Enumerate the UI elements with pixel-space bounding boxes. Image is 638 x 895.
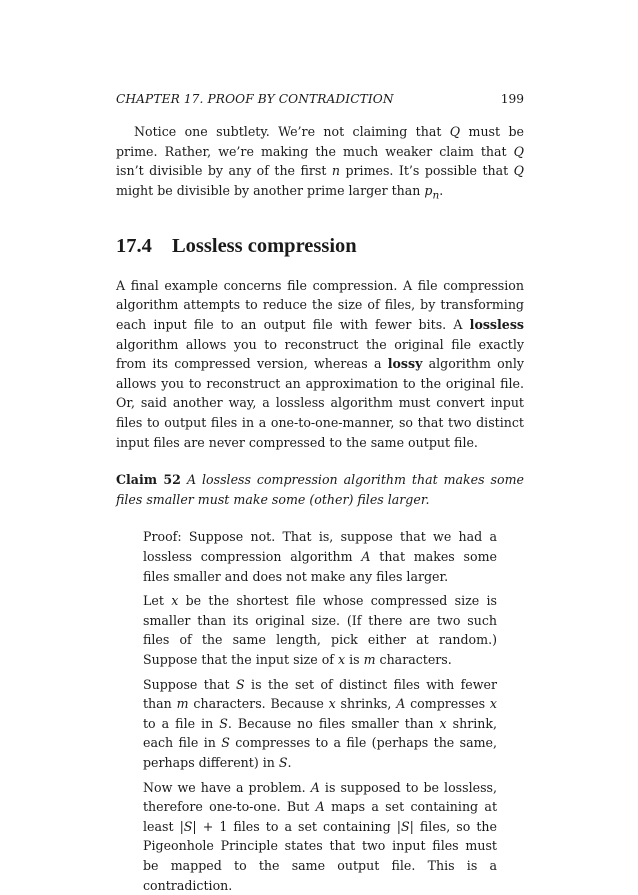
math-x: x	[439, 715, 447, 731]
book-page	[116, 92, 524, 895]
math-s: S	[235, 676, 245, 692]
math-q: Q	[513, 163, 524, 179]
text-span: Now we have a problem.	[143, 779, 311, 795]
math-s: S	[278, 754, 288, 770]
text-span: .	[439, 182, 444, 198]
text-span: . Because no files smaller than	[227, 715, 440, 731]
text-span: might be divisible by another prime larger than	[116, 182, 425, 198]
text-span: maps a set containing at least	[143, 799, 498, 834]
proof-paragraph-3	[143, 675, 497, 773]
text-span: Let	[143, 593, 172, 609]
math-a: A	[310, 779, 320, 795]
section-number: 17.4	[116, 234, 152, 257]
math-s: S	[219, 715, 228, 731]
proof-paragraph-2	[143, 591, 497, 669]
term-lossless: lossless	[469, 317, 524, 333]
chapter-title: CHAPTER 17. PROOF BY CONTRADICTION	[116, 92, 394, 106]
text-span: primes. It’s possible that	[340, 163, 514, 179]
page-number: 199	[500, 92, 524, 106]
math-a: A	[361, 549, 371, 565]
proof-paragraph-4	[143, 778, 497, 895]
math-x: x	[171, 593, 179, 609]
text-span: .	[287, 754, 292, 770]
text-span: Suppose that	[143, 676, 236, 692]
running-head	[116, 92, 524, 112]
term-lossy: lossy	[387, 356, 423, 372]
text-span: Notice one subtlety. We’re not claiming that	[134, 124, 450, 139]
math-q: Q	[449, 124, 461, 139]
math-x: x	[489, 696, 498, 712]
text-span: shrinks,	[335, 696, 397, 712]
text-span: A final example concerns file compression. A file compression algorithm attempts to reduce the size of files, by transforming each input file to an output file with fewer bits. A	[116, 277, 524, 333]
math-m: m	[176, 696, 189, 712]
math-m: m	[363, 651, 376, 667]
intro-paragraph	[116, 122, 524, 206]
text-span: + 1 files to a set containing	[196, 818, 397, 834]
claim	[116, 470, 524, 509]
math-x: x	[328, 696, 336, 712]
text-span: algorithm only allows you to reconstruct an approximation to the original file. Or, said another way, a lossless algorithm must convert input files to output files in a one-to-one-manner, so that two distinct input files are never compressed to the same output file.	[116, 356, 525, 450]
text-span: that makes some files smaller and does not make any files larger.	[143, 549, 497, 584]
proof-block	[143, 527, 497, 895]
math-p: p	[424, 182, 433, 198]
proof-paragraph-1	[143, 527, 497, 586]
claim-text: A lossless compression algorithm that makes some files smaller must make some (other) files larger.	[116, 472, 524, 507]
math-subscript-n: n	[432, 189, 440, 202]
math-set-size: |S|	[179, 818, 197, 834]
math-a: A	[315, 799, 325, 815]
section-title: Lossless compression	[172, 234, 357, 257]
text-span: is	[345, 651, 364, 667]
section-paragraph	[116, 276, 524, 452]
text-span: Proof: Suppose not. That is, suppose that we had a lossless compression algorithm	[143, 529, 497, 565]
text-span: isn’t divisible by any of the first	[116, 163, 332, 179]
claim-label: Claim 52	[116, 472, 181, 488]
math-set-size: |S|	[396, 818, 414, 834]
section-heading	[116, 232, 524, 260]
math-q: Q	[513, 143, 524, 159]
text-span: be the shortest file whose compressed size is smaller than its original size. (If there are two such files of the same length, pick either at random.) Suppose that the input size of	[143, 593, 497, 667]
text-span: must be prime. Rather, we’re making the much weaker claim that	[116, 124, 524, 159]
text-span: compresses	[405, 696, 490, 712]
text-span: characters. Because	[188, 696, 329, 712]
text-span: files, so the Pigeonhole Principle states that two input files must be mapped to the same output file. This is a contradiction.	[143, 818, 497, 893]
text-span: algorithm allows you to reconstruct the original file exactly from its compressed version, whereas a	[116, 336, 524, 372]
text-span: is the set of distinct files with fewer than	[143, 676, 498, 712]
text-span: to a file in	[143, 715, 220, 731]
math-p-n	[424, 182, 440, 202]
math-x: x	[337, 651, 346, 667]
math-s: S	[221, 735, 230, 751]
text-span: characters.	[375, 651, 452, 667]
text-span: is supposed to be lossless, therefore one-to-one. But	[143, 779, 497, 815]
text-span: compresses to a file (perhaps the same, perhaps different) in	[143, 735, 497, 770]
math-n: n	[331, 163, 340, 179]
text-span: shrink, each file in	[143, 715, 497, 751]
math-a: A	[396, 696, 406, 712]
